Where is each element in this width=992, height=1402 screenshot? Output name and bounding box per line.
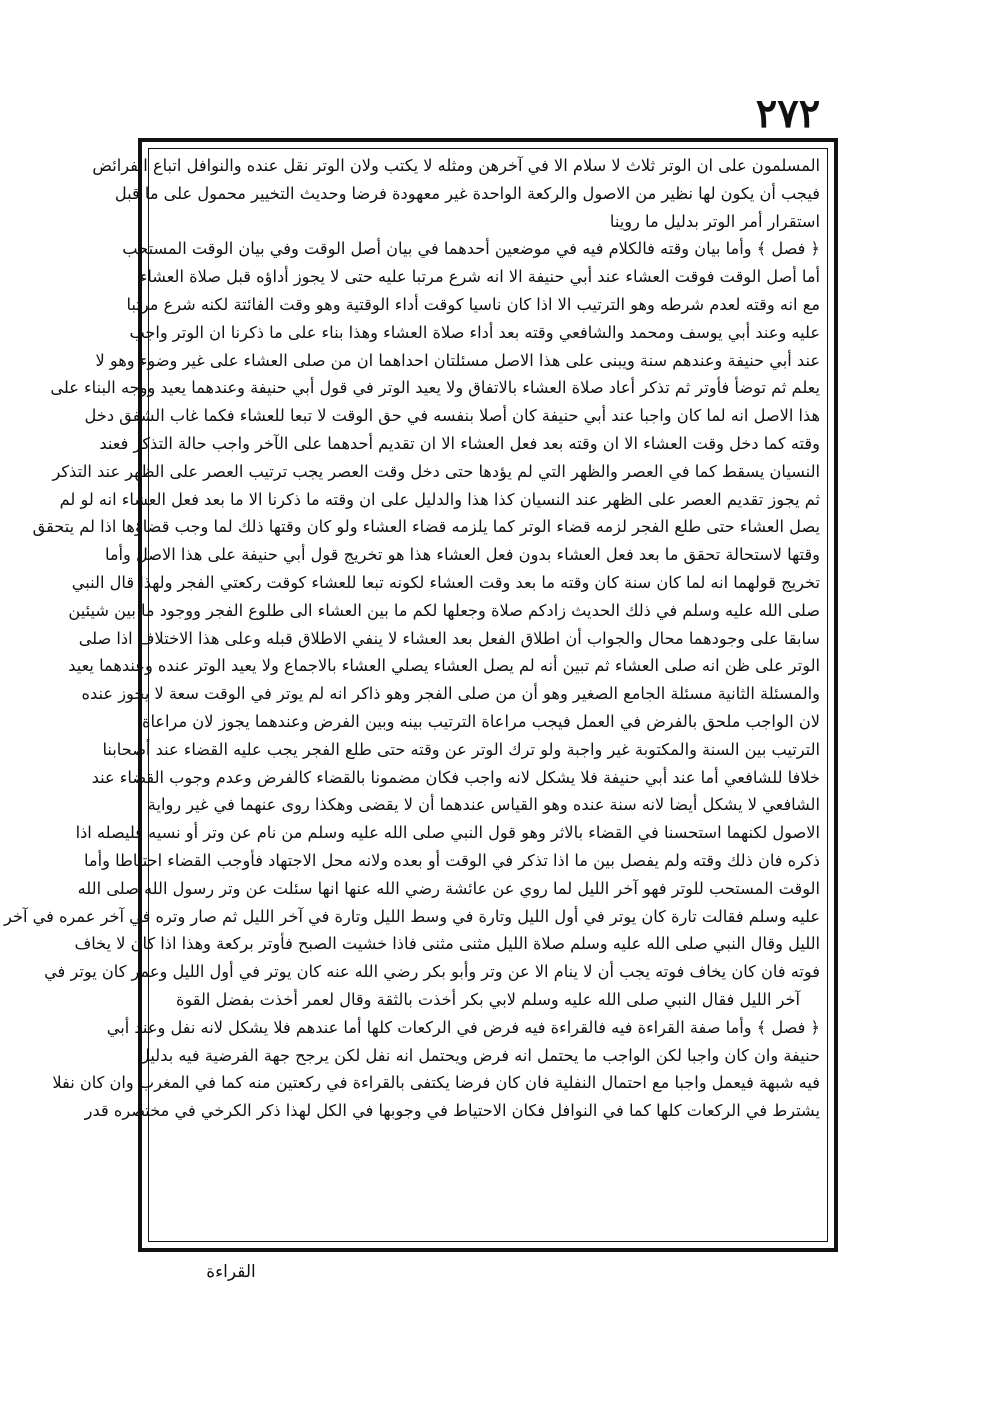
text-line: يشترط في الركعات كلها كما في النوافل فكان الاحتياط في وجوبها في الكل لهذا ذكر الكرخي في مختصره قدر — [84, 1101, 820, 1121]
text-line: وقته كما دخل وقت العشاء الا ان وقته بعد فعل العشاء الا ان تقديم أحدهما على الآخر واجب حالة التذكر فعند — [99, 433, 820, 453]
text-line: تخريج قولهما انه لما كان سنة كان وقته ما بعد وقت العشاء لكونه تبعا للعشاء كوقت ركعتي الفجر ولهذا قال النبي — [71, 572, 820, 592]
text-line: يعلم ثم توضأ فأوتر ثم تذكر أعاد صلاة العشاء بالاتفاق ولا يعيد الوتر في قول أبي حنيفة وعندهما يعيد ووجه البناء على — [50, 378, 820, 398]
section-heading-line: ﴿ فصل ﴾ وأما بيان وقته فالكلام فيه في موضعين أحدهما في بيان أصل الوقت وفي بيان الوقت المستحب — [122, 239, 820, 259]
section-heading-line: ﴿ فصل ﴾ وأما صفة القراءة فيه فالقراءة فيه فرض في الركعات كلها أما عندهم فلا يشكل لانه نفل وعند أبي — [106, 1017, 820, 1037]
text-line: الوتر على ظن انه صلى العشاء ثم تبين أنه لم يصل العشاء يصلي العشاء بالاجماع ولا يعيد الوتر عنده وعندهما يعيد — [68, 656, 820, 676]
text-line: الوقت المستحب للوتر فهو آخر الليل لما روي عن عائشة رضي الله عنها انها سئلت عن وتر رسول الله صلى الله — [77, 878, 820, 898]
text-line: عليه وسلم فقالت تارة كان يوتر في أول الليل وتارة في وسط الليل وتارة في آخر الليل ثم صار وتره في آخر عمره في آخر — [4, 906, 820, 926]
text-line: ثم يجوز تقديم العصر على الظهر عند النسيان كذا هذا والدليل على ان وقته ما ذكرنا الا ما بعد فعل العشاء انه لو لم — [59, 489, 820, 509]
text-line: الشافعي لا يشكل أيضا لانه سنة عنده وهو القياس عندهما أن لا يقضى وهكذا روى عنهما في غير رواية — [147, 795, 820, 815]
text-body — [4, 152, 820, 1236]
text-line: وقتها لاستحالة تحقق ما بعد فعل العشاء بدون فعل العشاء هذا هو تخريج قول أبي حنيفة على هذا الاصل وأما — [104, 545, 820, 565]
text-line: يصل العشاء حتى طلع الفجر لزمه قضاء الوتر كما يلزمه قضاء العشاء ولو كان وقتها ذلك لما وجب قضاؤها اذا لم يتحقق — [32, 517, 820, 537]
text-line: مع انه وقته لعدم شرطه وهو الترتيب الا اذا كان ناسيا كوقت أداء الوقتية وهو وقت الفائتة لكنه شرع مرتبا — [126, 294, 820, 314]
text-line: المسلمون على ان الوتر ثلاث لا سلام الا في آخرهن ومثله لا يكتب ولان الوتر نقل عنده والنوافل اتباع الفرائض — [92, 156, 820, 175]
text-line: والمسئلة الثانية مسئلة الجامع الصغير وهو أن من صلى الفجر وهو ذاكر انه لم يوتر في الوقت سعة لا يجوز عنده — [81, 684, 820, 704]
text-line: آخر الليل فقال النبي صلى الله عليه وسلم لابي بكر أخذت بالثقة وقال لعمر أخذت بفضل القوة — [175, 989, 801, 1009]
text-line: فوته فان كان يخاف فوته يجب أن لا ينام الا عن وتر وأبو بكر رضي الله عنه كان يوتر في أول الليل وعمر كان يوتر في — [44, 962, 820, 982]
text-line: ذكره فان ذلك وقته ولم يفصل بين ما اذا تذكر في الوقت أو بعده ولانه محل الاجتهاد فأوجب القضاء احتياطا وأما — [84, 850, 820, 870]
text-line: عليه وعند أبي يوسف ومحمد والشافعي وقته بعد أداء صلاة العشاء وهذا بناء على ما ذكرنا ان الوتر واجب — [129, 322, 820, 342]
text-line: صلى الله عليه وسلم في ذلك الحديث زادكم صلاة وجعلها لكم ما بين العشاء الى طلوع الفجر ووجود ما بين شيئين — [68, 600, 820, 620]
text-line: حنيفة وان كان واجبا لكن الواجب ما يحتمل انه فرض ويحتمل انه نفل لكن يرجح جهة الفرضية فيه بدليل — [138, 1045, 820, 1065]
text-line: أما أصل الوقت فوقت العشاء عند أبي حنيفة الا انه شرع مرتبا عليه حتى لا يجوز أداؤه قبل صلاة العشاء — [139, 267, 820, 287]
text-line: النسيان يسقط كما في العصر والظهر التي لم يؤدها حتى دخل وقت العصر يجب ترتيب العصر على الظهر عند التذكر — [52, 461, 820, 481]
text-line: استقرار أمر الوتر بدليل ما روينا — [609, 211, 820, 231]
page-number: ٢٧٢ — [755, 90, 821, 137]
catchword: القراءة — [206, 1262, 256, 1282]
text-line: الليل وقال النبي صلى الله عليه وسلم صلاة الليل مثنى مثنى فاذا خشيت الصبح فأوتر بركعة وهذا اذا كان لا يخاف — [74, 934, 820, 954]
text-line: خلافا للشافعي أما عند أبي حنيفة فلا يشكل لانه واجب فكان مضمونا بالقضاء كالفرض وعدم وجوب القضاء عند — [91, 767, 820, 787]
text-line: الاصول لكنهما استحسنا في القضاء بالاثر وهو قول النبي صلى الله عليه وسلم من نام عن وتر أو نسيه فليصله اذا — [75, 823, 820, 843]
text-line: عند أبي حنيفة وعندهم سنة ويبنى على هذا الاصل مسئلتان احداهما ان من صلى العشاء على غير وضوء وهو لا — [95, 350, 820, 370]
text-line: فيه شبهة فيعمل واجبا مع احتمال النفلية فان كان فرضا يكتفى بالقراءة في ركعتين منه كما في المغرب وان كان نفلا — [52, 1073, 820, 1093]
text-line: فيجب أن يكون لها نظير من الاصول والركعة الواحدة غير معهودة فرضا وحديث التخيير محمول على ما قبل — [114, 183, 820, 203]
text-line: لان الواجب ملحق بالفرض في العمل فيجب مراعاة الترتيب بينه وبين الفرض وعندهما يجوز لان مراعاة — [141, 711, 820, 731]
text-line: هذا الاصل انه لما كان واجبا عند أبي حنيفة كان أصلا بنفسه في حق الوقت لا تبعا للعشاء فكما غاب الشفق دخل — [84, 406, 820, 426]
text-line: الترتيب بين السنة والمكتوبة غير واجبة ولو ترك الوتر عن وقته حتى طلع الفجر يجب عليه القضاء عند أصحابنا — [102, 739, 820, 759]
text-line: سابقا على وجودهما محال والجواب أن اطلاق الفعل بعد العشاء لا ينفي الاطلاق قبله وعلى هذا الاختلاف اذا صلى — [78, 628, 820, 648]
